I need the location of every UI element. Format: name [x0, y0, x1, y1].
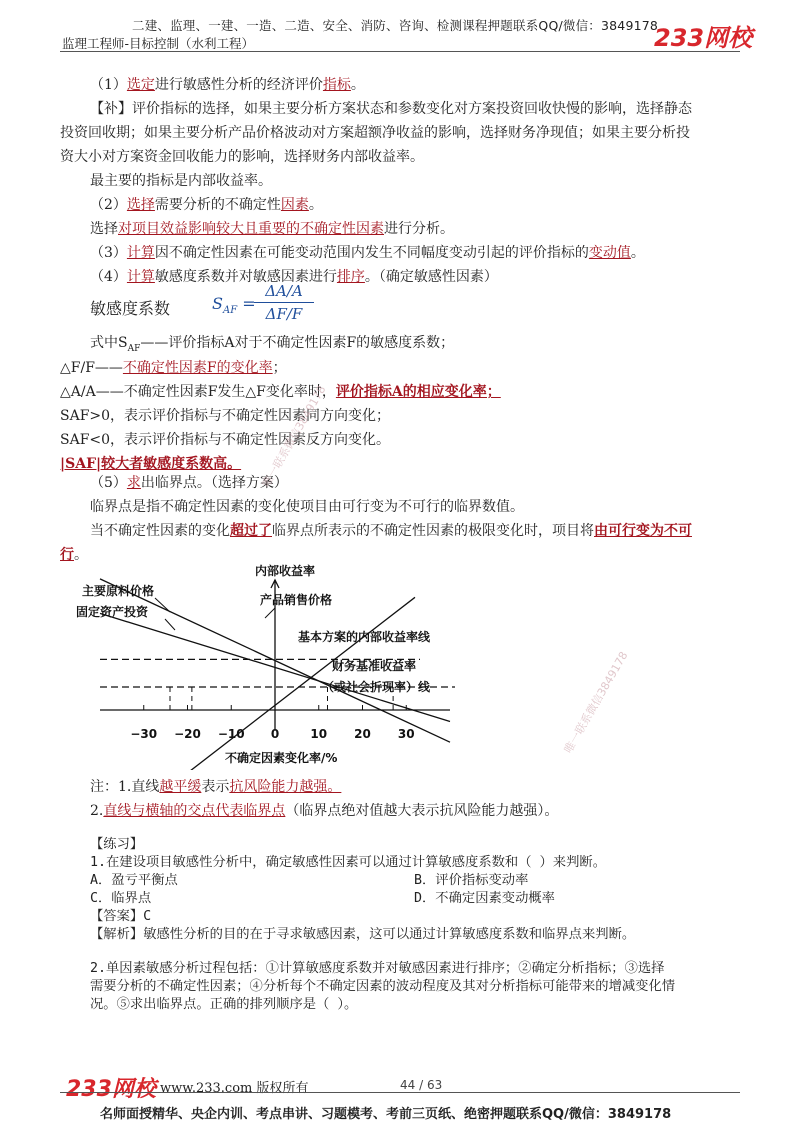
step-5: （5）求出临界点。（选择方案）: [90, 475, 288, 491]
x-tick-label: 20: [354, 727, 371, 741]
leader-line: [265, 608, 275, 618]
def-negative: SAF<0，表示评价指标与不确定性因素反方向变化。: [60, 432, 391, 448]
x-tick-label: −20: [174, 727, 201, 741]
header-course-title: 监理工程师-目标控制（水利工程）: [62, 36, 255, 51]
footer-site[interactable]: www.233.com 版权所有: [160, 1081, 309, 1096]
critical-point-def: 临界点是指不确定性因素的变化使项目由可行变为不可行的临界数值。: [90, 499, 524, 515]
x-tick-label: −30: [130, 727, 158, 741]
header-promo: 二建、监理、一建、一造、二造、安全、消防、咨询、检测课程押题联系QQ/微信：3849178: [132, 18, 659, 33]
explanation: 【解析】敏感性分析的目的在于寻求敏感因素，这可以通过计算敏感度系数和临界点来判断。: [90, 927, 636, 942]
question-2-line-3: 况。⑤求出临界点。正确的排列顺序是（ ）。: [90, 997, 358, 1012]
critical-point-text-end: 行。: [60, 547, 88, 563]
label-material-price: 主要原料价格: [82, 584, 155, 598]
formula-denominator: ΔF/F: [265, 305, 303, 323]
note-2: 2.直线与横轴的交点代表临界点（临界点绝对值越大表示抗风险能力越强）。: [90, 803, 559, 819]
option-c[interactable]: C．临界点: [90, 891, 152, 906]
option-d[interactable]: D．不确定因素变动概率: [414, 891, 555, 906]
footer-divider: [60, 1092, 740, 1093]
formula-label: 敏感度系数: [90, 299, 171, 318]
leader-line: [165, 619, 175, 630]
formula-numerator: ΔA/A: [265, 282, 303, 300]
page-number: 44 / 63: [400, 1078, 443, 1092]
def-da: △A/A——不确定性因素F发生△F变化率时，评价指标A的相应变化率；: [60, 384, 501, 400]
chart-title: 内部收益率: [255, 564, 316, 578]
x-tick-label: 0: [270, 727, 280, 741]
x-tick-label: 30: [397, 727, 415, 741]
header-logo[interactable]: 233网校: [654, 24, 753, 52]
def-saf: 式中$S_{AF}——$评价指标A对于不确定性因素F的敏感度系数；: [90, 335, 455, 354]
watermark: 唯一联系微信3849178: [259, 383, 329, 490]
label-sales-price: 产品销售价格: [260, 593, 333, 607]
x-tick-label: −10: [217, 727, 245, 741]
header-divider: [60, 51, 740, 52]
option-b[interactable]: B．评价指标变动率: [414, 873, 529, 888]
supplement-line-2: 投资回收期；如果主要分析产品价格波动对方案超额净收益的影响，选择财务净现值；如果主要分析投: [60, 125, 690, 141]
label-benchmark-line-2: （或社会折现率）线: [322, 680, 431, 694]
step-2: （2）选择需要分析的不确定性因素。: [90, 197, 323, 213]
def-df: △F/F——不确定性因素F的变化率；: [60, 360, 287, 376]
question-1: 1.在建设项目敏感性分析中，确定敏感性因素可以通过计算敏感度系数和（ ）来判断。: [90, 855, 606, 870]
formula-lhs: $S_{AF}$ =: [212, 294, 256, 317]
answer: 【答案】C: [90, 909, 152, 924]
question-2-line-2: 需要分析的不确定性因素；④分析每个不确定因素的波动程度及其对分析指标可能带来的增减变化情: [90, 979, 676, 994]
supplement-line-4: 最主要的指标是内部收益率。: [90, 173, 272, 189]
step-4: （4）计算敏感度系数并对敏感因素进行排序。（确定敏感性因素）: [90, 269, 498, 285]
watermark: 唯一联系微信3849178: [561, 649, 631, 756]
label-base-irr-line: 基本方案的内部收益率线: [298, 630, 431, 644]
option-a[interactable]: A．盈亏平衡点: [90, 873, 178, 888]
critical-point-text: 当不确定性因素的变化超过了临界点所表示的不确定性因素的极限变化时，项目将由可行变为不可: [90, 523, 692, 539]
step-1: （1）选定进行敏感性分析的经济评价指标。: [90, 77, 365, 93]
x-tick-label: 10: [310, 727, 328, 741]
supplement-line-1: 【补】评价指标的选择，如果主要分析方案状态和参数变化对方案投资回收快慢的影响，选择静态: [90, 101, 692, 117]
step-3: （3）计算因不确定性因素在可能变动范围内发生不同幅度变动引起的评价指标的变动值。: [90, 245, 645, 261]
supplement-line-3: 资大小对方案资金回收能力的影响，选择财务内部收益率。: [60, 149, 424, 165]
footer-logo[interactable]: 233网校: [66, 1077, 156, 1102]
def-positive: SAF>0，表示评价指标与不确定性因素同方向变化；: [60, 408, 391, 424]
footer-promo: 名师面授精华、央企内训、考点串讲、习题模考、考前三页纸、绝密押题联系QQ/微信：3849178: [100, 1107, 672, 1122]
x-axis-label: 不确定因素变化率/%: [225, 751, 338, 765]
formula-fraction-bar: [254, 302, 314, 303]
exercise-tag: 【练习】: [90, 837, 144, 852]
label-fixed-investment: 固定资产投资: [76, 605, 149, 619]
note-1: 注：1.直线越平缓表示抗风险能力越强。: [90, 779, 342, 795]
sensitivity-chart: [60, 560, 480, 770]
step-2-detail: 选择对项目效益影响较大且重要的不确定性因素进行分析。: [90, 221, 454, 237]
question-2-line-1: 2.单因素敏感分析过程包括：①计算敏感度系数并对敏感因素进行排序；②确定分析指标；③选择: [90, 961, 665, 976]
label-benchmark-line-1: 财务基准收益率: [332, 659, 417, 673]
def-abs-saf: |SAF|较大者敏感度系数高。: [60, 456, 242, 472]
